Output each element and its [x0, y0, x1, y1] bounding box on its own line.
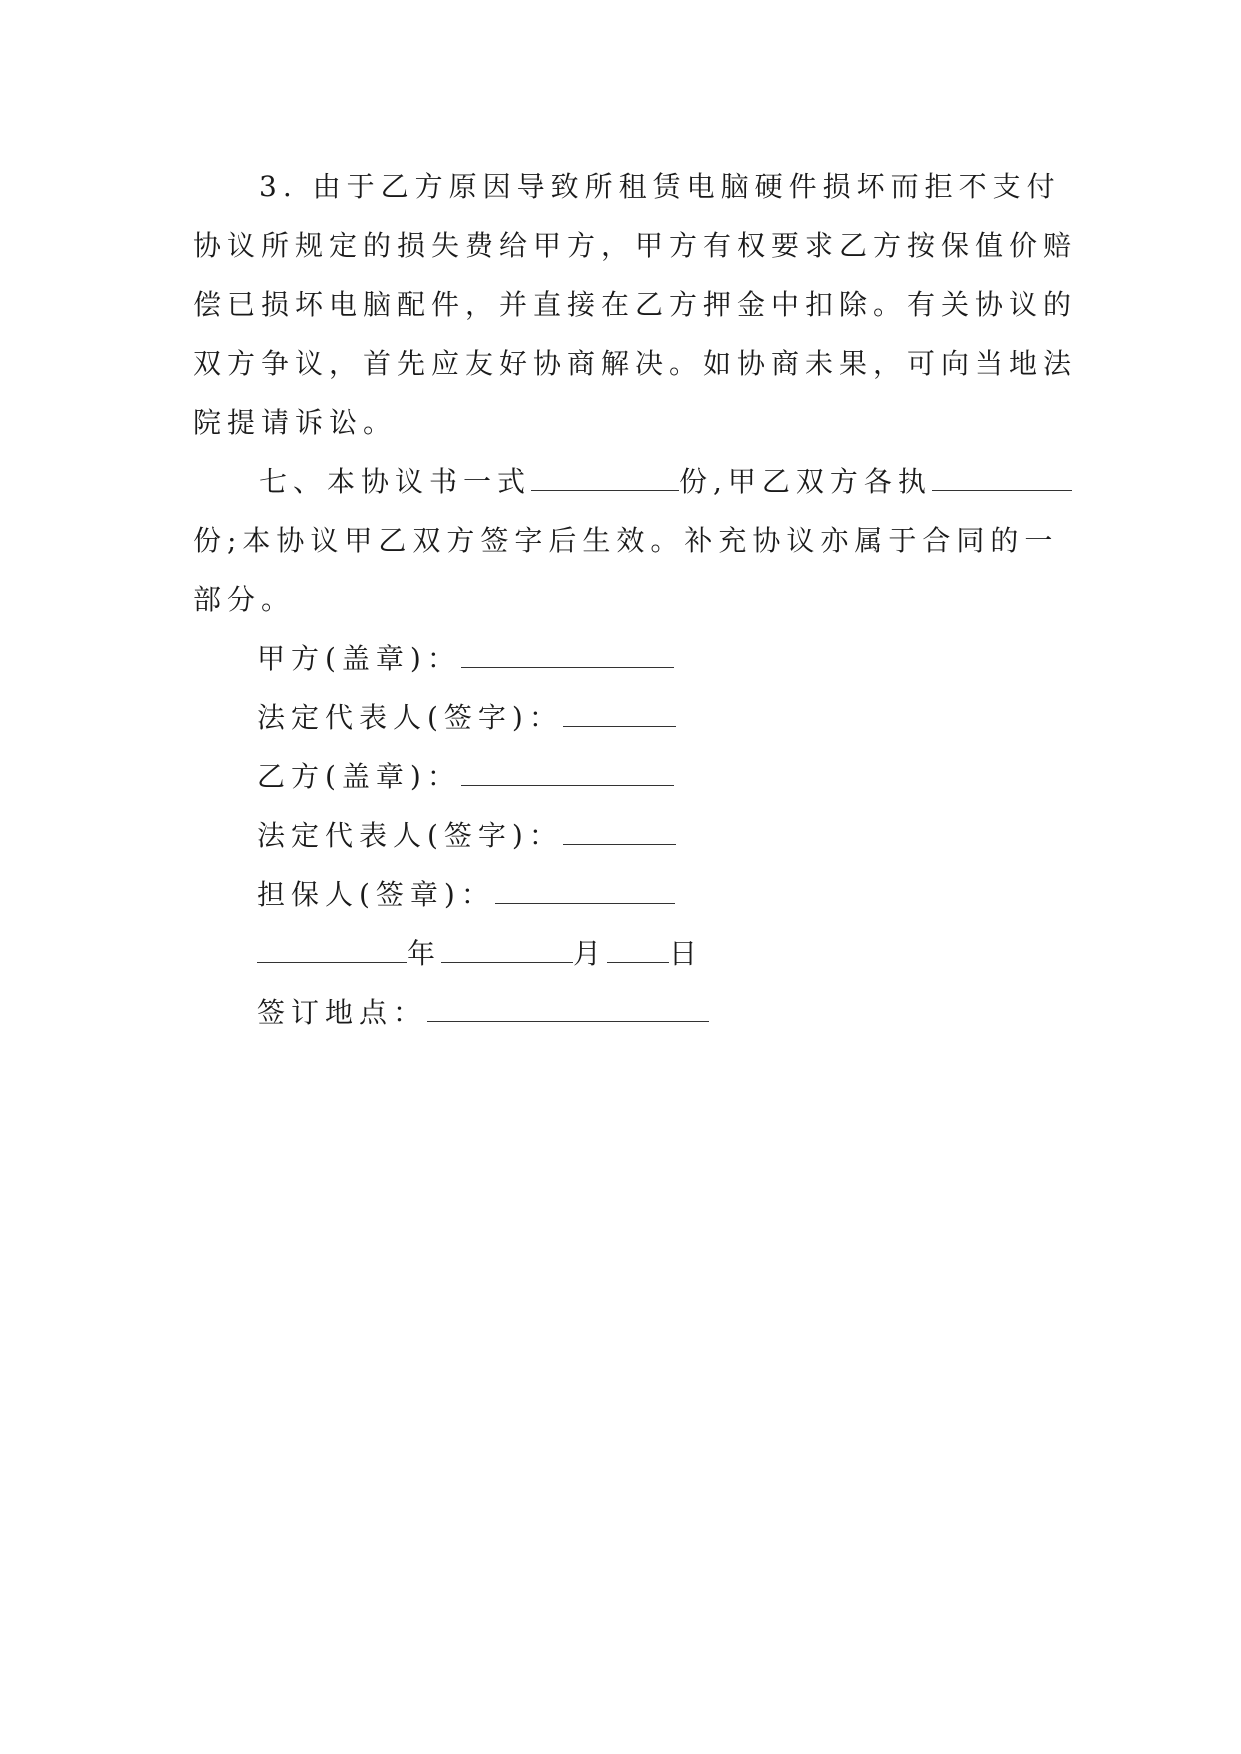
guarantor-label: 担保人(签章)： [257, 878, 495, 911]
party-b-seal-label: 乙方(盖章)： [257, 760, 461, 793]
copies-total-blank[interactable] [531, 466, 679, 491]
year-label: 年 [407, 937, 442, 970]
clause-7-copies-label: 七、本协议书一式 [259, 465, 532, 498]
signing-place-label: 签订地点： [257, 996, 428, 1029]
party-b-rep-blank[interactable] [563, 820, 676, 845]
party-a-rep-row [257, 688, 676, 747]
day-label: 日 [669, 937, 704, 970]
clause-3 [193, 157, 1078, 452]
month-label: 月 [573, 937, 608, 970]
party-a-seal-blank[interactable] [461, 643, 674, 668]
guarantor-blank[interactable] [495, 879, 675, 904]
day-blank[interactable] [607, 938, 669, 963]
clause-7-line-1 [193, 452, 1049, 511]
clause-7 [193, 452, 1059, 629]
party-a-seal-row [257, 629, 674, 688]
copies-each-blank[interactable] [932, 466, 1072, 491]
party-a-seal-label: 甲方(盖章)： [257, 642, 461, 675]
clause-3-line-4: 双方争议，首先应友好协商解决。如协商未果，可向当地法 [193, 347, 1078, 380]
clause-7-line-2: 份;本协议甲乙双方签字后生效。补充协议亦属于合同的一 [193, 524, 1059, 557]
signing-place-row [257, 983, 709, 1042]
month-blank[interactable] [441, 938, 573, 963]
clause-3-line-3: 偿已损坏电脑配件，并直接在乙方押金中扣除。有关协议的 [193, 288, 1078, 321]
date-row [257, 924, 703, 983]
guarantor-row [257, 865, 675, 924]
party-b-seal-blank[interactable] [461, 761, 674, 786]
party-b-seal-row [257, 747, 674, 806]
clause-7-line-3: 部分。 [193, 583, 296, 616]
party-a-rep-label: 法定代表人(签字)： [257, 701, 563, 734]
party-a-rep-blank[interactable] [563, 702, 676, 727]
party-b-rep-label: 法定代表人(签字)： [257, 819, 563, 852]
clause-7-each-label: 份,甲乙双方各执 [679, 465, 932, 498]
signing-place-blank[interactable] [427, 997, 709, 1022]
clause-3-line-2: 协议所规定的损失费给甲方，甲方有权要求乙方按保值价赔 [193, 229, 1078, 262]
year-blank[interactable] [257, 938, 407, 963]
party-b-rep-row [257, 806, 676, 865]
clause-3-line-5: 院提请诉讼。 [193, 406, 398, 439]
clause-3-line-1: 3. 由于乙方原因导致所租赁电脑硬件损坏而拒不支付 [259, 170, 1061, 203]
